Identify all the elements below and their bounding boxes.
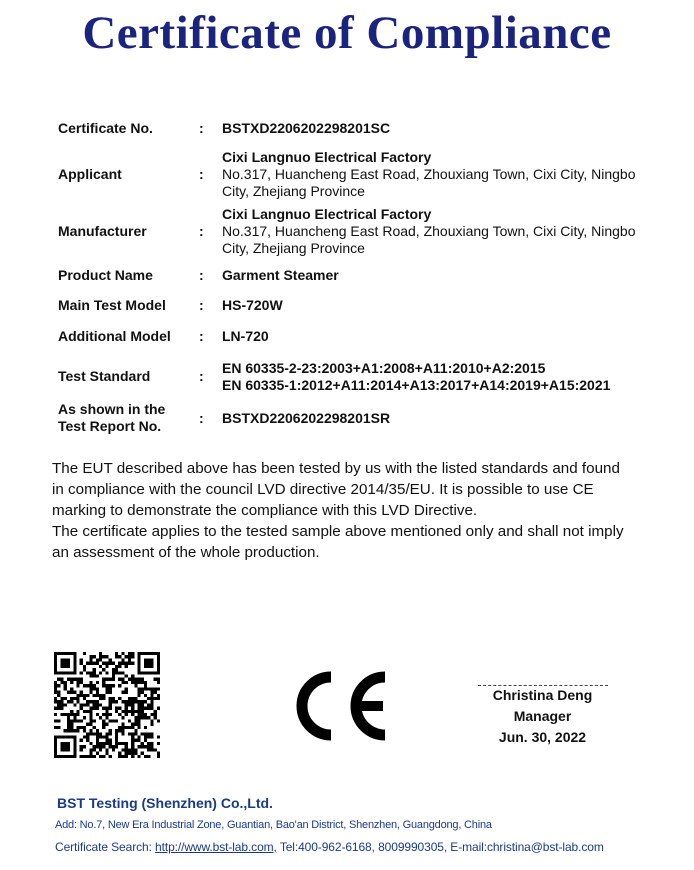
field-label: Test Standard (58, 368, 151, 384)
contact-info: Tel:400-962-6168, 8009990305, E-mail:christina@bst-lab.com (279, 840, 604, 854)
applicant-address-line1: No.317, Huancheng East Road, Zhouxiang Town, Cixi City, Ningbo (222, 166, 636, 182)
statement-line: in compliance with the council LVD directive 2014/35/EU. It is possible to use CE (52, 481, 594, 498)
manufacturer-name: Cixi Langnuo Electrical Factory (222, 206, 432, 222)
statement-line: The certificate applies to the tested sample above mentioned only and shall not imply (52, 523, 624, 540)
certificate-title: Certificate of Compliance (82, 7, 612, 59)
field-colon: : (199, 267, 204, 283)
field-colon: : (199, 297, 204, 313)
signature-block (475, 685, 610, 748)
field-label: Additional Model (58, 328, 171, 344)
field-label: Product Name (58, 267, 153, 283)
certificate-number: BSTXD2206202298201SC (222, 120, 391, 136)
statement-line: The EUT described above has been tested by us with the listed standards and found (52, 460, 620, 477)
test-standard-line2: EN 60335-1:2012+A11:2014+A13:2017+A14:2019+A15:2021 (222, 377, 611, 393)
signature-date: Jun. 30, 2022 (498, 729, 587, 745)
signer-title: Manager (513, 708, 572, 724)
field-label: Main Test Model (58, 297, 166, 313)
applicant-address-line2: City, Zhejiang Province (222, 183, 365, 199)
issuer-company: BST Testing (Shenzhen) Co.,Ltd. (57, 795, 273, 811)
certificate-search (55, 840, 604, 854)
statement-line: an assessment of the whole production. (52, 544, 320, 561)
field-label-line1: As shown in the (58, 401, 166, 417)
manufacturer-address-line2: City, Zhejiang Province (222, 240, 365, 256)
applicant-name: Cixi Langnuo Electrical Factory (222, 149, 432, 165)
test-standard-line1: EN 60335-2-23:2003+A1:2008+A11:2010+A2:2015 (222, 360, 546, 376)
field-label-line2: Test Report No. (58, 418, 162, 434)
product-name: Garment Steamer (222, 267, 339, 283)
field-colon: : (199, 223, 204, 239)
website-link[interactable]: http://www.bst-lab.com, (155, 840, 277, 854)
field-colon: : (199, 166, 204, 182)
field-label: Applicant (58, 166, 122, 182)
manufacturer-address-line1: No.317, Huancheng East Road, Zhouxiang Town, Cixi City, Ningbo (222, 223, 636, 239)
test-report-number: BSTXD2206202298201SR (222, 410, 391, 426)
search-label: Certificate Search: (55, 840, 152, 854)
field-colon: : (199, 120, 204, 136)
signer-name: Christina Deng (492, 687, 593, 703)
ce-mark-icon (283, 670, 390, 742)
field-colon: : (199, 368, 204, 384)
additional-model: LN-720 (222, 328, 269, 344)
field-colon: : (199, 328, 204, 344)
main-test-model: HS-720W (222, 297, 283, 313)
field-label: Manufacturer (58, 223, 147, 239)
compliance-statement (52, 458, 662, 563)
qr-code-icon (54, 652, 160, 758)
field-label: Certificate No. (58, 120, 153, 136)
issuer-address: Add: No.7, New Era Industrial Zone, Guantian, Bao'an District, Shenzhen, Guangdong, China (55, 819, 492, 831)
field-colon: : (199, 410, 204, 426)
statement-line: marking to demonstrate the compliance with this LVD Directive. (52, 502, 478, 519)
